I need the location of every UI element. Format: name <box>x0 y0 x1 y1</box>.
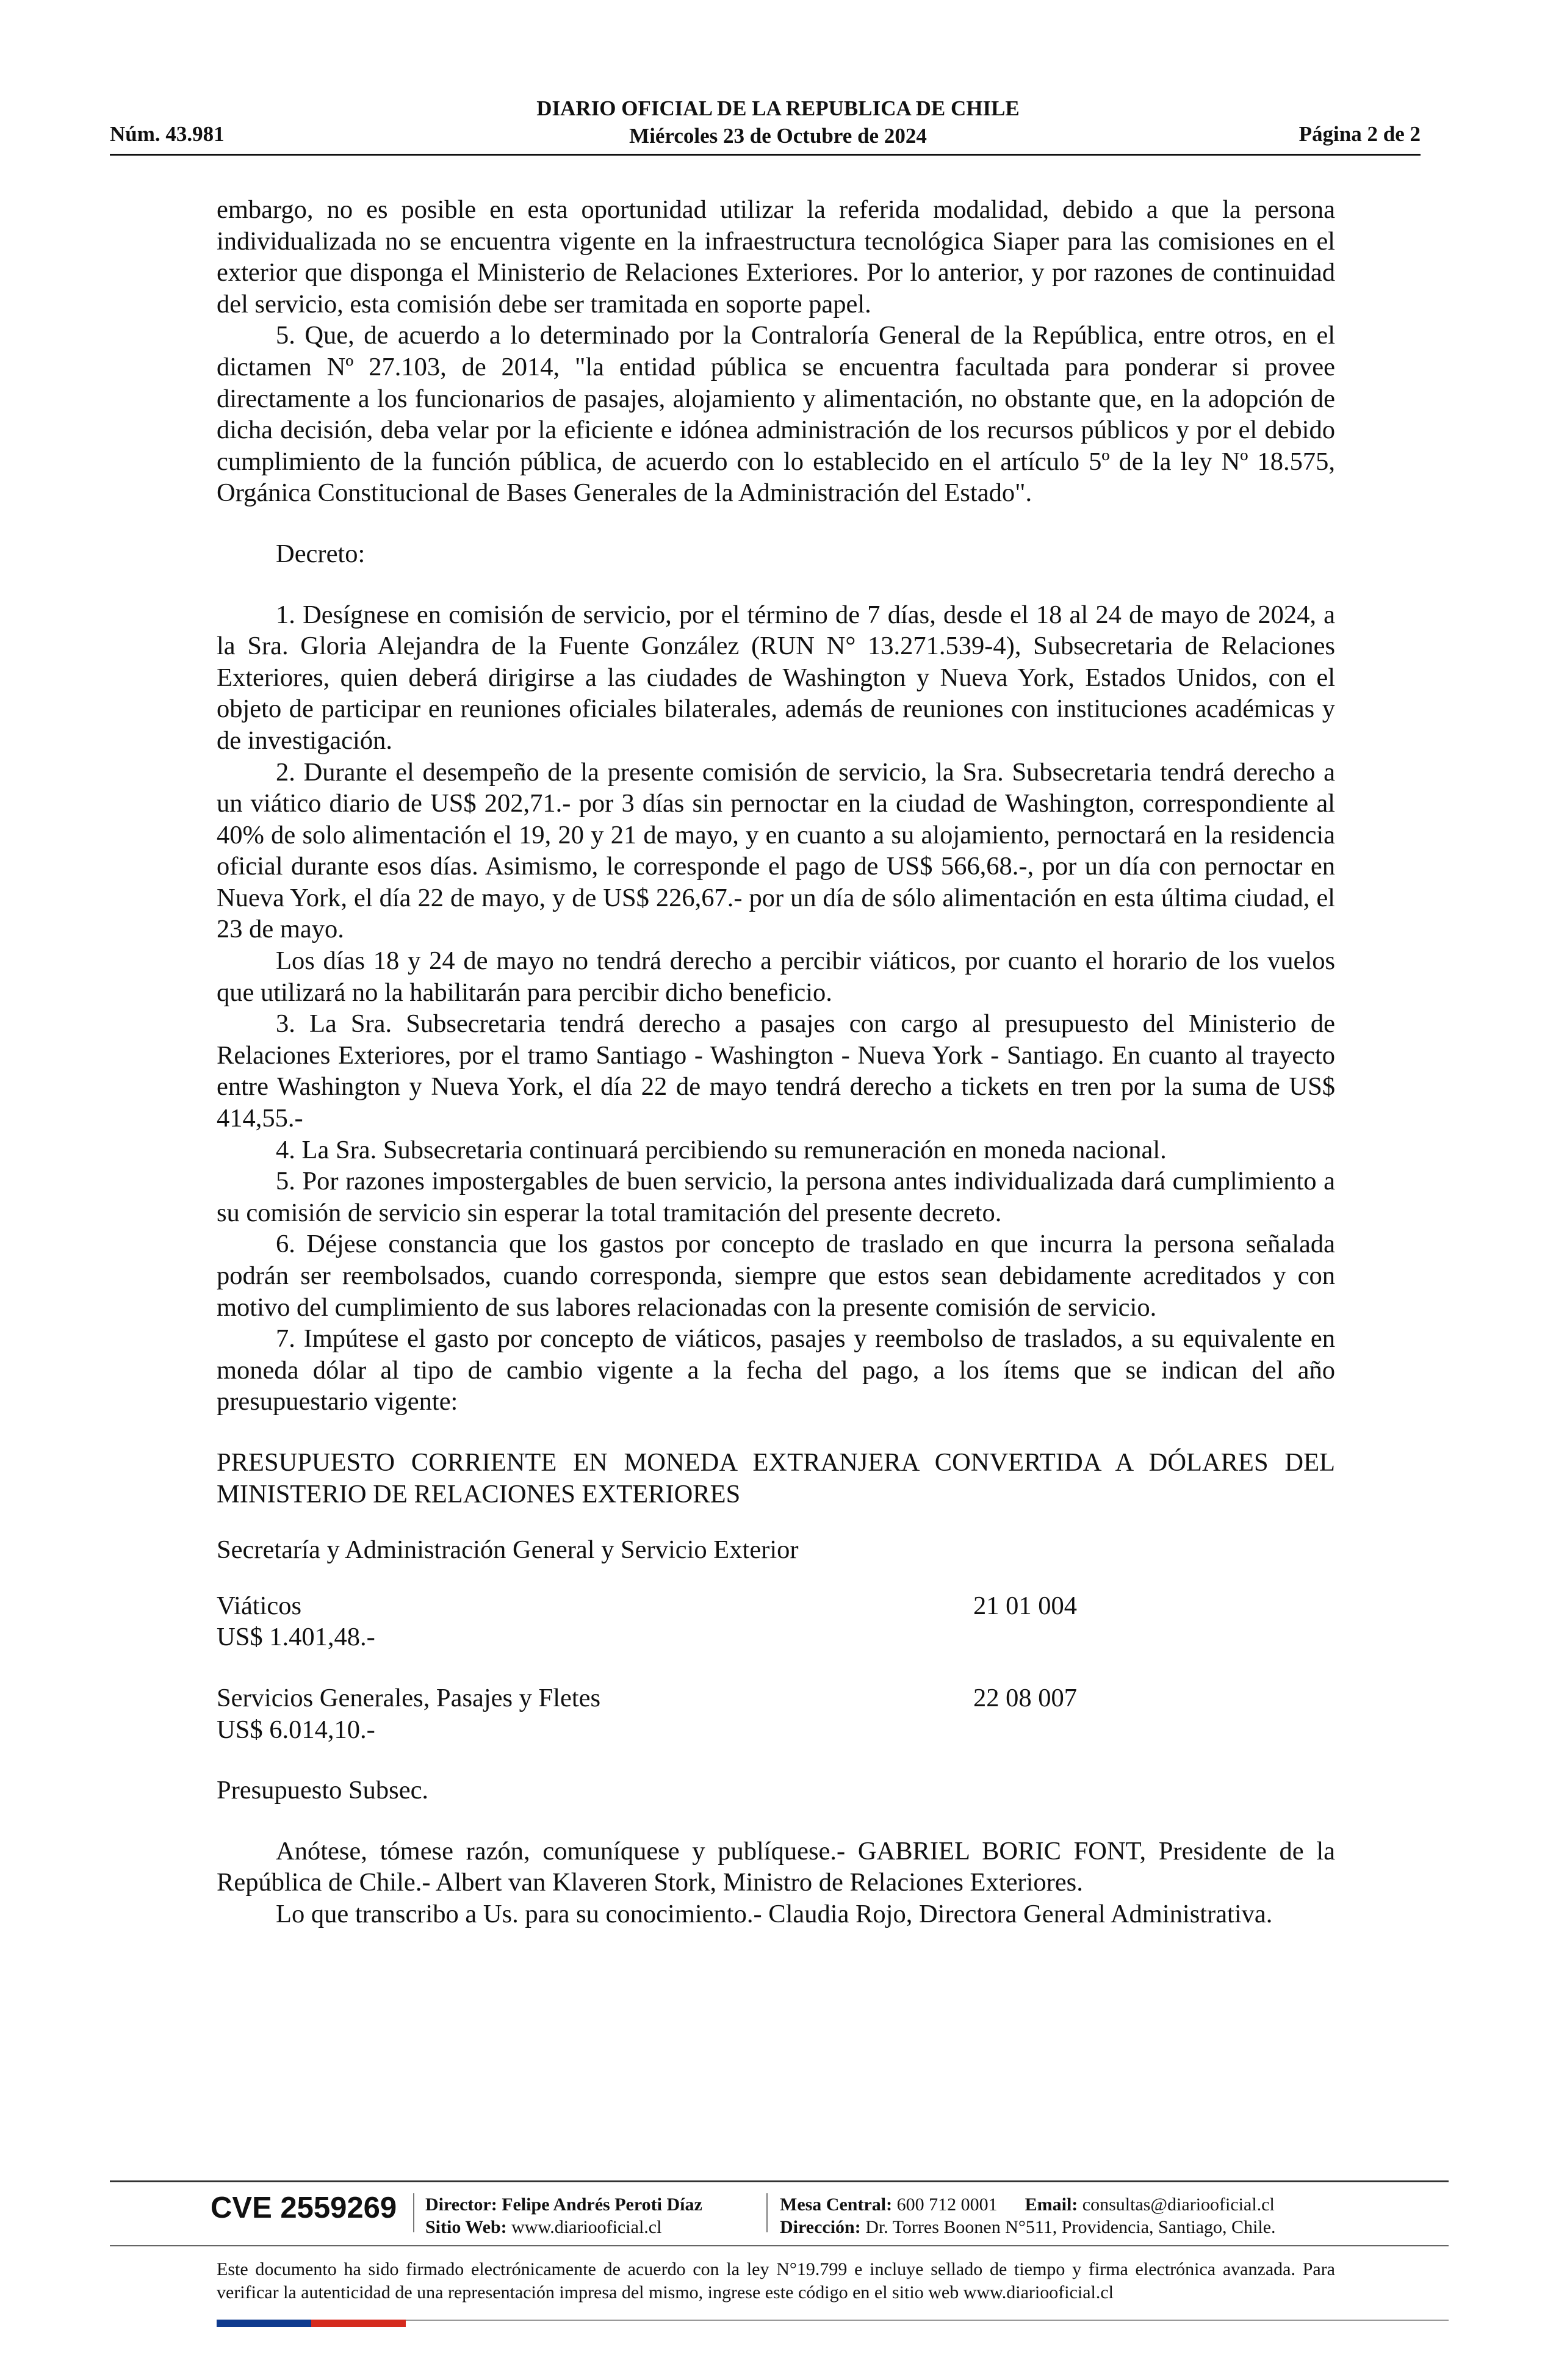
flag-bar-blue <box>217 2320 311 2327</box>
budget-item-code: 22 08 007 <box>973 1683 1077 1712</box>
site-label: Sitio Web: <box>425 2217 507 2237</box>
budget-item-code: 21 01 004 <box>973 1591 1077 1620</box>
closing-paragraph: Lo que transcribo a Us. para su conocimiento.- Claudia Rojo, Directora General Administrativa. <box>276 1899 1273 1928</box>
budget-item <box>217 1590 1335 1653</box>
budget-foot: Presupuesto Subsec. <box>217 1776 429 1805</box>
budget-item <box>217 1682 1335 1745</box>
page-indicator: Página 2 de 2 <box>1298 122 1421 146</box>
footer-director-block <box>425 2193 702 2238</box>
paragraph: 5. Que, de acuerdo a lo determinado por la Contraloría General de la República, entre otros, en el dictamen Nº 27.103, de 2014, "la entidad pública se encuentra facultada para ponderar si provee directamente a los funcionarios de pasajes, alojamiento y alimentación, no obstante que, en la adopción de dicha decisión, deba velar por la eficiente e idónea administración de los recursos públicos y por el debido cumplimiento de la función pública, de acuerdo con lo establecido en el artículo 5º de la ley Nº 18.575, Orgánica Constitucional de Bases Generales de la Administración del Estado". <box>217 321 1335 508</box>
document-body <box>217 194 1335 1930</box>
cve-code: CVE 2559269 <box>211 2191 397 2224</box>
decree-article: 7. Impútese el gasto por concepto de viáticos, pasajes y reembolso de traslados, a su equivalente en moneda dólar al tipo de cambio vigente a la fecha del pago, a los ítems que se indican del año presupuestario vigente: <box>217 1324 1335 1416</box>
mesa-phone: 600 712 0001 <box>896 2194 998 2215</box>
budget-item-amount: US$ 6.014,10.- <box>217 1715 375 1744</box>
budget-item-amount: US$ 1.401,48.- <box>217 1623 375 1652</box>
footer-note: Este documento ha sido firmado electrónicamente de acuerdo con la ley N°19.799 e incluye sellado de tiempo y firma electrónica avanzada. Para verificar la autenticidad de una representación impresa del mismo, ingrese este código en el sitio web www.diariooficial.cl <box>217 2259 1335 2302</box>
footer-separator <box>413 2193 414 2232</box>
decree-article: 5. Por razones impostergables de buen servicio, la persona antes individualizada dará cumplimiento a su comisión de servicio sin esperar la total tramitación del presente decreto. <box>217 1167 1335 1227</box>
decree-article: 6. Déjese constancia que los gastos por concepto de traslado en que incurra la persona señalada podrán ser reembolsados, cuando corresponda, siempre que estos sean debidamente acreditados y con motivo del cumplimiento de sus labores relacionadas con la presente comisión de servicio. <box>217 1230 1335 1322</box>
issue-date: Miércoles 23 de Octubre de 2024 <box>629 124 927 148</box>
decree-article: Los días 18 y 24 de mayo no tendrá derecho a percibir viáticos, por cuanto el horario de los vuelos que utilizará no la habilitarán para percibir dicho beneficio. <box>217 947 1335 1007</box>
closing-paragraph: Anótese, tómese razón, comuníquese y publíquese.- GABRIEL BORIC FONT, Presidente de la República de Chile.- Albert van Klaveren Stork, Ministro de Relaciones Exteriores. <box>217 1836 1335 1897</box>
email-link[interactable]: consultas@diariooficial.cl <box>1082 2194 1275 2215</box>
decree-article: 4. La Sra. Subsecretaria continuará percibiendo su remuneración en moneda nacional. <box>276 1135 1167 1164</box>
footer-divider <box>110 2245 1449 2246</box>
budget-item-label: Viáticos <box>217 1591 302 1620</box>
decree-article: 2. Durante el desempeño de la presente comisión de servicio, la Sra. Subsecretaria tendrá derecho a un viático diario de US$ 202,71.- por 3 días sin pernoctar en la ciudad de Washington, correspondiente al 40% de solo alimentación el 19, 20 y 21 de mayo, y en cuanto a su alojamiento, pernoctará en la residencia oficial durante esos días. Asimismo, le corresponde el pago de US$ 566,68.-, por un día con pernoctar en Nueva York, el día 22 de mayo, y de US$ 226,67.- por un día de sólo alimentación en esta última ciudad, el 23 de mayo. <box>217 757 1335 944</box>
budget-item-label: Servicios Generales, Pasajes y Fletes <box>217 1683 601 1712</box>
header-divider <box>110 154 1421 156</box>
decree-article: 1. Desígnese en comisión de servicio, por el término de 7 días, desde el 18 al 24 de mayo de 2024, a la Sra. Gloria Alejandra de la Fuente González (RUN N° 13.271.539-4), Subsecretaria de Relaciones Exteriores, quien deberá dirigirse a las ciudades de Washington y Nueva York, Estados Unidos, con el objeto de participar en reuniones oficiales bilaterales, además de reuniones con instituciones académicas y de investigación. <box>217 600 1335 755</box>
address-label: Dirección: <box>780 2217 861 2237</box>
budget-title: PRESUPUESTO CORRIENTE EN MONEDA EXTRANJERA CONVERTIDA A DÓLARES DEL MINISTERIO DE RELACIONES EXTERIORES <box>217 1448 1335 1509</box>
footer-contact-block <box>780 2193 1276 2238</box>
email-label: Email: <box>1025 2194 1078 2215</box>
issue-number: Núm. 43.981 <box>110 122 225 146</box>
site-link[interactable]: www.diariooficial.cl <box>511 2217 662 2237</box>
footer-separator <box>766 2193 768 2232</box>
budget-section: Secretaría y Administración General y Servicio Exterior <box>217 1535 799 1565</box>
mesa-label: Mesa Central: <box>780 2194 893 2215</box>
decree-heading: Decreto: <box>276 539 366 568</box>
address-text: Dr. Torres Boonen N°511, Providencia, Santiago, Chile. <box>865 2217 1276 2237</box>
director-name: Felipe Andrés Peroti Díaz <box>502 2194 702 2215</box>
footer-divider <box>110 2180 1449 2182</box>
director-label: Director: <box>425 2194 497 2215</box>
decree-article: 3. La Sra. Subsecretaria tendrá derecho a pasajes con cargo al presupuesto del Ministerio de Relaciones Exteriores, por el tramo Santiago - Washington - Nueva York - Santiago. En cuanto al trayecto entre Washington y Nueva York, el día 22 de mayo tendrá derecho a tickets en tren por la suma de US$ 414,55.- <box>217 1009 1335 1133</box>
flag-bar-red <box>311 2320 406 2327</box>
paragraph: embargo, no es posible en esta oportunidad utilizar la referida modalidad, debido a que la persona individualizada no se encuentra vigente en la infraestructura tecnológica Siaper para las comisiones en el exterior que disponga el Ministerio de Relaciones Exteriores. Por lo anterior, y por razones de continuidad del servicio, esta comisión debe ser tramitada en soporte papel. <box>217 195 1335 319</box>
masthead-title: DIARIO OFICIAL DE LA REPUBLICA DE CHILE <box>536 96 1020 120</box>
